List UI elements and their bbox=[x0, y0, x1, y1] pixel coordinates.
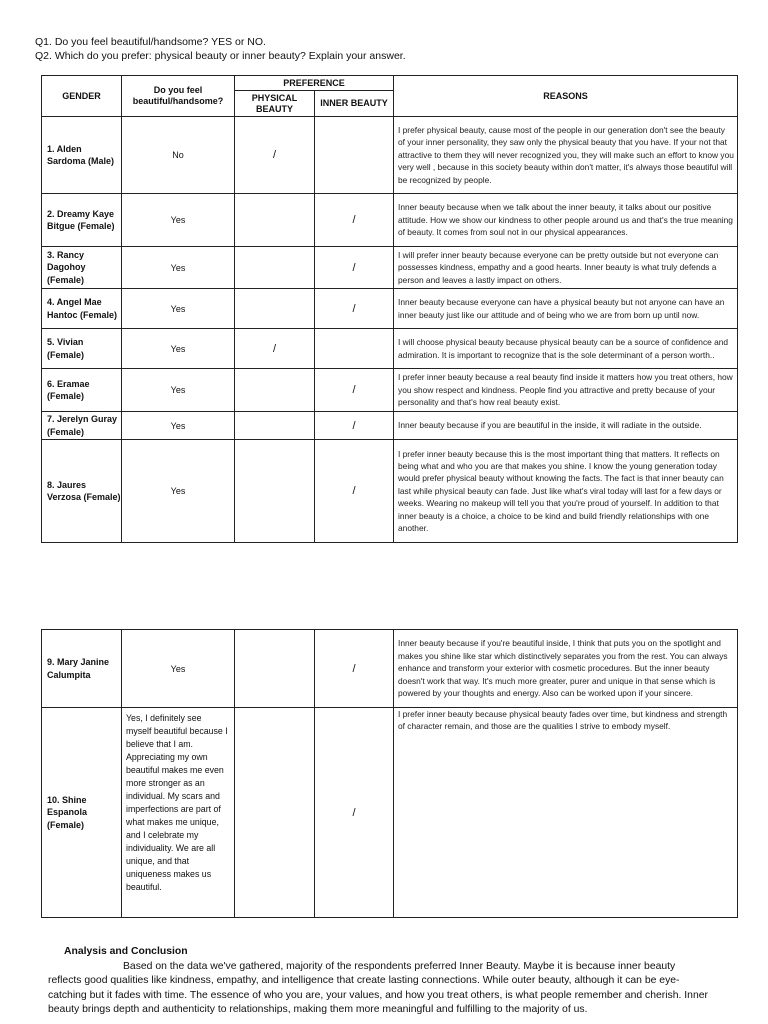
header-preference: PREFERENCE bbox=[235, 76, 394, 91]
table-row bbox=[42, 369, 738, 412]
header-physical: PHYSICAL BEAUTY bbox=[235, 91, 315, 117]
reason-text: I prefer inner beauty because a real beauty find inside it matters how you treat others, how you show respect and kindness. People find you attractive and pretty because of your personality and that's how real beauty exist. bbox=[394, 369, 738, 412]
respondent-name: 5. Vivian (Female) bbox=[42, 329, 122, 369]
inner-mark: / bbox=[315, 630, 394, 708]
table-row bbox=[42, 708, 738, 918]
physical-mark bbox=[235, 412, 315, 440]
question-2: Q2. Which do you prefer: physical beauty or inner beauty? Explain your answer. bbox=[35, 50, 406, 62]
table-row bbox=[42, 412, 738, 440]
table-row bbox=[42, 194, 738, 247]
feel-answer: Yes, I definitely see myself beautiful because I believe that I am. Appreciating my own beautiful makes me even more stronger as an individual. My scars and imperfections are part of what makes me unique, and I celebrate my individuality. We are all unique, and that uniqueness makes us beautiful. bbox=[122, 708, 235, 918]
feel-answer: Yes bbox=[122, 329, 235, 369]
header-gender: GENDER bbox=[42, 76, 122, 117]
inner-mark bbox=[315, 117, 394, 194]
feel-answer: Yes bbox=[122, 194, 235, 247]
respondent-name: 8. Jaures Verzosa (Female) bbox=[42, 440, 122, 543]
inner-mark: / bbox=[315, 708, 394, 918]
feel-answer: No bbox=[122, 117, 235, 194]
table-row bbox=[42, 289, 738, 329]
inner-mark bbox=[315, 329, 394, 369]
reason-text: I prefer physical beauty, cause most of the people in our generation don't see the beauty of your inner personality, they saw only the physical beauty that you have. If your not that attractive to them they will never recognized you, they will make such an effort to know you very well , because in this society beauty within don't matter, it's always those beautiful will be recognized by people. bbox=[394, 117, 738, 194]
respondent-name: 7. Jerelyn Guray (Female) bbox=[42, 412, 122, 440]
physical-mark bbox=[235, 369, 315, 412]
physical-mark bbox=[235, 194, 315, 247]
survey-table-part-2 bbox=[41, 629, 738, 918]
table-row bbox=[42, 117, 738, 194]
header-inner: INNER BEAUTY bbox=[315, 91, 394, 117]
reason-text: I prefer inner beauty because this is the most important thing that matters. It reflects on being what and who you are that makes you shine. I know the young generation today would prefer physical beauty without knowing the facts. The fact is that inner beauty can last while physical beauty can fade. Just like what's viral today will last for a few days or weeks. Wearing no makeup will tell you that you're proud of yourself. In addition to that inner beauty is a choice, a choice to be kind and build friendly relationships with one another. bbox=[394, 440, 738, 543]
respondent-name: 3. Rancy Dagohoy (Female) bbox=[42, 247, 122, 289]
table-row bbox=[42, 329, 738, 369]
physical-mark bbox=[235, 440, 315, 543]
analysis-section bbox=[48, 945, 708, 1018]
inner-mark: / bbox=[315, 194, 394, 247]
reason-text: I will choose physical beauty because physical beauty can be a source of confidence and admiration. It is important to recognize that is the sole determinant of a person worth.. bbox=[394, 329, 738, 369]
respondent-name: 6. Eramae (Female) bbox=[42, 369, 122, 412]
reason-text: Inner beauty because everyone can have a physical beauty but not anyone can have an inner beauty just like our attitude and of being who we are from born up until now. bbox=[394, 289, 738, 329]
table-row bbox=[42, 630, 738, 708]
reason-text: I will prefer inner beauty because everyone can be pretty outside but not everyone can possesses kindness, empathy and a good hearts. Inner beauty is what truly defends a person and leaves a lastly impact on others. bbox=[394, 247, 738, 289]
respondent-name: 2. Dreamy Kaye Bitgue (Female) bbox=[42, 194, 122, 247]
feel-answer: Yes bbox=[122, 247, 235, 289]
inner-mark: / bbox=[315, 369, 394, 412]
feel-answer: Yes bbox=[122, 440, 235, 543]
feel-answer: Yes bbox=[122, 369, 235, 412]
inner-mark: / bbox=[315, 412, 394, 440]
respondent-name: 9. Mary Janine Calumpita bbox=[42, 630, 122, 708]
physical-mark: / bbox=[235, 329, 315, 369]
reason-text: Inner beauty because when we talk about the inner beauty, it talks about our positive attitude. How we show our kindness to other people around us and that's the true meaning of beauty. It comes from soul not in our physical appearances. bbox=[394, 194, 738, 247]
survey-table-part-1 bbox=[41, 75, 738, 543]
feel-answer: Yes bbox=[122, 412, 235, 440]
inner-mark: / bbox=[315, 247, 394, 289]
respondent-name: 1. Alden Sardoma (Male) bbox=[42, 117, 122, 194]
header-feel: Do you feel beautiful/handsome? bbox=[122, 76, 235, 117]
inner-mark: / bbox=[315, 289, 394, 329]
physical-mark bbox=[235, 630, 315, 708]
physical-mark bbox=[235, 289, 315, 329]
reason-text: I prefer inner beauty because physical beauty fades over time, but kindness and strength of character remain, and those are the qualities I strive to embody myself. bbox=[394, 708, 738, 918]
table-row bbox=[42, 440, 738, 543]
feel-answer: Yes bbox=[122, 289, 235, 329]
reason-text: Inner beauty because if you're beautiful inside, I think that puts you on the spotlight and makes you shine like star which distinctively separates you from the rest. You can always enhance and transform your exterior with cosmetic procedures. But the inner beauty doesn't work that way. It's much more greater, purer and unique in that sense which is powered by your thoughts and energy. Also can be worked upon if your sincere. bbox=[394, 630, 738, 708]
physical-mark bbox=[235, 247, 315, 289]
respondent-name: 4. Angel Mae Hantoc (Female) bbox=[42, 289, 122, 329]
analysis-body: Based on the data we've gathered, majority of the respondents preferred Inner Beauty. Maybe it is because inner beauty reflects good qualities like kindness, empathy, and intelligence that create lasting connections. While outer beauty, although it can be eye-catching but it fades with time. The essence of who you are, your values, and how you treat others, is what people remember and cherish. Inner beauty brings depth and authenticity to relationships, making them more meaningful and fulfilling to the majority of us. bbox=[48, 960, 708, 1015]
respondent-name: 10. Shine Espanola (Female) bbox=[42, 708, 122, 918]
physical-mark: / bbox=[235, 117, 315, 194]
feel-answer: Yes bbox=[122, 630, 235, 708]
survey-questions bbox=[35, 35, 406, 63]
header-reasons: REASONS bbox=[394, 76, 738, 117]
inner-mark: / bbox=[315, 440, 394, 543]
table-row bbox=[42, 247, 738, 289]
physical-mark bbox=[235, 708, 315, 918]
reason-text: Inner beauty because if you are beautiful in the inside, it will radiate in the outside. bbox=[394, 412, 738, 440]
analysis-title: Analysis and Conclusion bbox=[64, 946, 188, 957]
question-1: Q1. Do you feel beautiful/handsome? YES or NO. bbox=[35, 36, 266, 48]
